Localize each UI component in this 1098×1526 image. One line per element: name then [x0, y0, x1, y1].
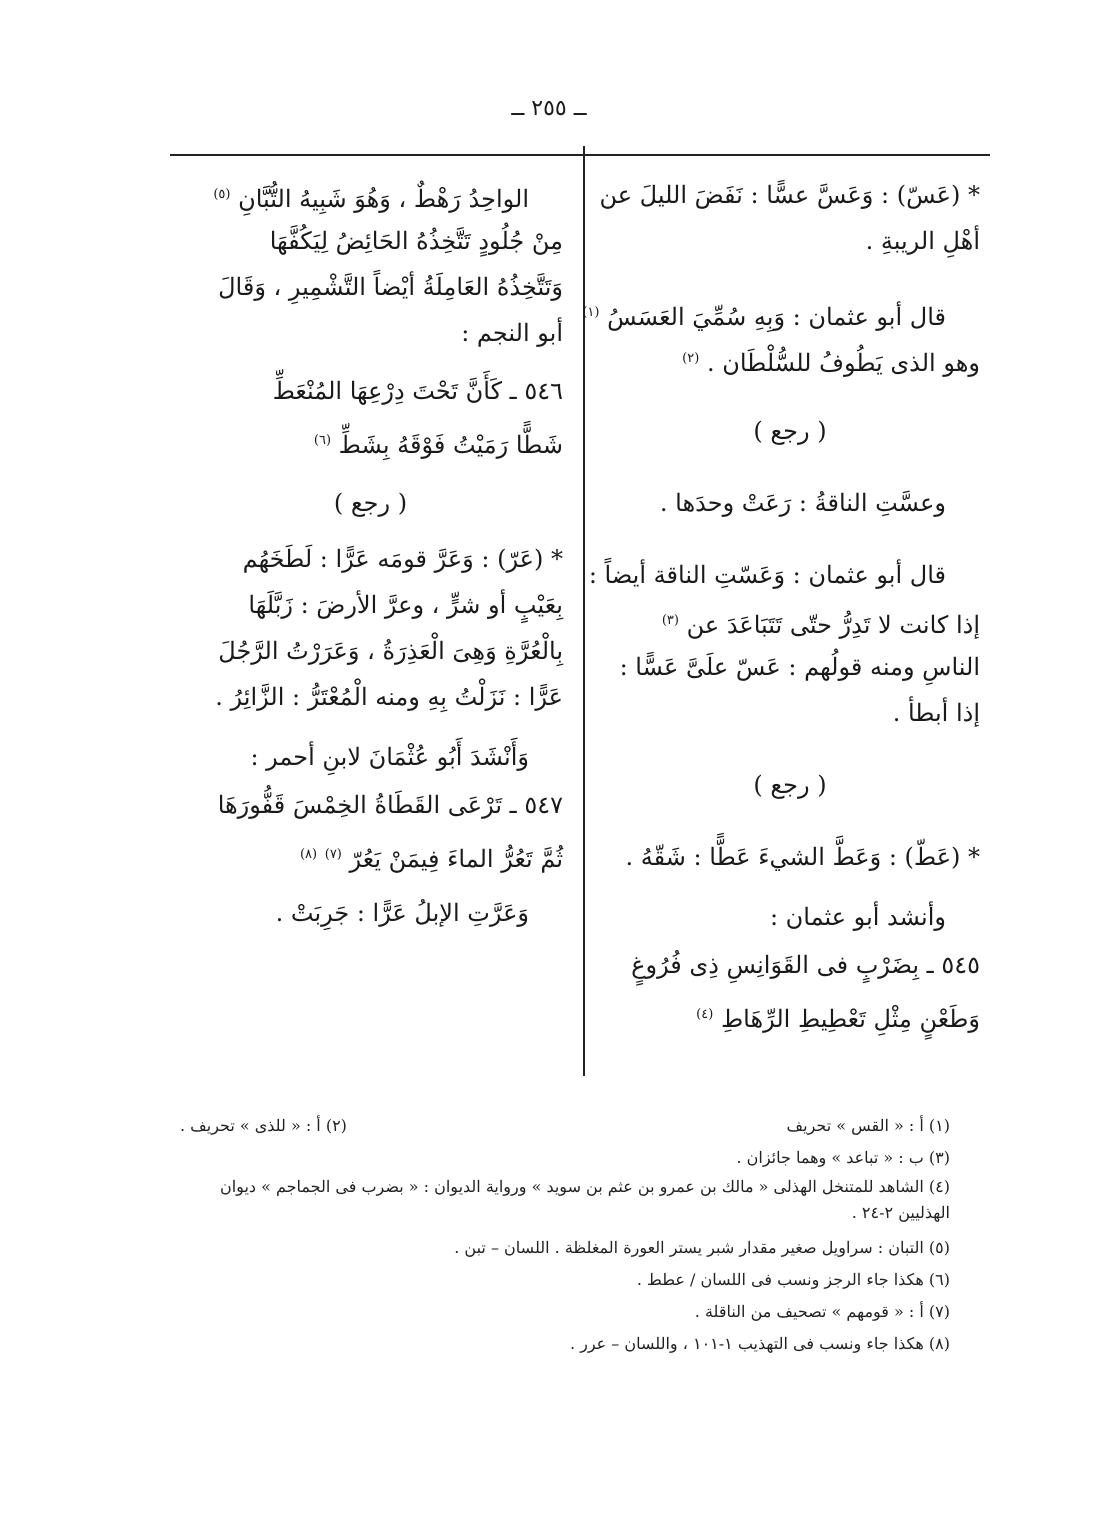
footnote: (٣) ب : « تباعد » وهما جائزان . — [736, 1148, 950, 1167]
verse-line: ٥٤٥ ـ بِضَرْبٍ فى القَوَانِسِ ذِى فُرُوغٍ — [631, 951, 980, 979]
footnote: (٢) أ : « للذى » تحريف . — [180, 1116, 347, 1135]
verse-line: ٥٤٧ ـ تَرْعَى القَطَاةُ الخِمْسَ قَفُّورَهَا — [217, 791, 563, 819]
footnote: (٧) أ : « قومهم » تصحيف من الناقلة . — [694, 1302, 950, 1321]
footnote: (١) أ : « القس » تحريف — [786, 1116, 950, 1135]
verse-line: شَطًّا رَمَيْتُ فَوْقَهُ بِشَطِّ $^{(٦)}$ — [313, 431, 563, 459]
text-line: إذا أبطأ . — [892, 699, 980, 727]
verse-line: وَطَعْنٍ مِثْلِ تَعْطِيطِ الرِّهَاطِ $^{(٤)}$ — [696, 1005, 980, 1033]
text-line: مِنْ جُلُودٍ تَتَّخِذُهُ الحَائِضُ لِيَكُفَّهَا — [269, 227, 563, 255]
right-column — [582, 172, 980, 1040]
entry-heading: * (عَطّ) : وَعَطَّ الشيءَ عَطًّا : شَقّهُ . — [625, 843, 980, 871]
verse-line: ثُمَّ تَعُرُّ الماءَ فِيمَنْ يَعُرّ $^{(٧)}$ $^{(٨)}$ — [299, 845, 563, 873]
text-line: أبو النجم : — [461, 319, 563, 347]
text-line: وعسَّتِ الناقةُ : رَعَتْ وحدَها . — [659, 489, 946, 517]
text-line: أهْلِ الريبةِ . — [865, 227, 980, 255]
text-line: بِعَيْبٍ أو شرٍّ ، وعرَّ الأرضَ : زَبَّلَهَا — [248, 591, 563, 619]
text-line: وَتَتَّخِذُهُ العَامِلَةُ أيْضاً التَّشْمِيرِ ، وَقَالَ — [218, 273, 563, 301]
entry-heading: * (عَرّ) : وَعَرَّ قومَه عَرًّا : لَطَخَهُم — [242, 545, 563, 573]
section-marker: ( رجع ) — [753, 771, 827, 799]
page-number: ــ ٢٥٥ ــ — [511, 96, 587, 121]
section-marker: ( رجع ) — [753, 417, 827, 445]
text-line: * (عَسّ) : وَعَسَّ عسًّا : نَفَضَ الليلَ عن — [599, 181, 980, 209]
text-line: قال أبو عثمان : وَعَسّتِ الناقة أيضاً : — [588, 561, 946, 589]
column-divider — [583, 146, 585, 1076]
footnotes — [180, 1110, 950, 1360]
footnote: (٥) التبان : سراويل صغير مقدار شبر يستر العورة المغلظة . اللسان – تبن . — [454, 1238, 950, 1257]
header-rule — [170, 154, 990, 156]
text-line: عَرًّا : نَزَلْتُ بِهِ ومنه الْمُعْتَرُّ : الزَّائِرُ . — [215, 683, 563, 711]
footnote: (٨) هكذا جاء ونسب فى التهذيب ١-١٠١ ، واللسان – عرر . — [569, 1334, 950, 1353]
text-line: الناسِ ومنه قولُهم : عَسّ علَىَّ عَسًّا : — [619, 653, 980, 681]
text-line: وَعَرَّتِ الإبلُ عَرًّا : جَرِبَتْ . — [275, 899, 529, 927]
text-line: وأنشد أبو عثمان : — [769, 903, 946, 931]
text-line: الواحِدُ رَهْطٌ ، وَهُوَ شَبِيهُ التُّبَّانِ $^{(٥)}$ — [213, 185, 529, 213]
text-line: قال أبو عثمان : وَبِهِ سُمِّيَ العَسَسُ $^{(١)}$ — [582, 303, 946, 331]
text-line: إذا كانت لا تَدِرُّ حتّى تَتَبَاعَدَ عن $^{(٣)}$ — [661, 611, 980, 639]
verse-line: ٥٤٦ ـ كَأَنَّ تَحْتَ دِرْعِهَا المُنْعَطِّ — [272, 377, 563, 405]
text-line: بِالْعُرَّةِ وَهِىَ الْعَذِرَةُ ، وَعَرَرْتُ الرَّجُلَ — [218, 637, 563, 665]
text-line: وهو الذى يَطُوفُ للسُّلْطَان . $^{(٢)}$ — [682, 349, 980, 377]
section-marker: ( رجع ) — [333, 489, 408, 517]
footnote: (٤) الشاهد للمتنخل الهذلى « مالك بن عمرو بن عثم بن سويد » ورواية الديوان : « بضرب فى الجماجم » ديوان الهذليين ٢-٢٤ . — [219, 1177, 950, 1222]
left-column — [178, 172, 563, 936]
footnote: (٦) هكذا جاء الرجز ونسب فى اللسان / عطط . — [636, 1270, 950, 1289]
text-line: وَأَنْشَدَ أَبُو عُثْمَانَ لابنِ أحمر : — [250, 743, 529, 771]
